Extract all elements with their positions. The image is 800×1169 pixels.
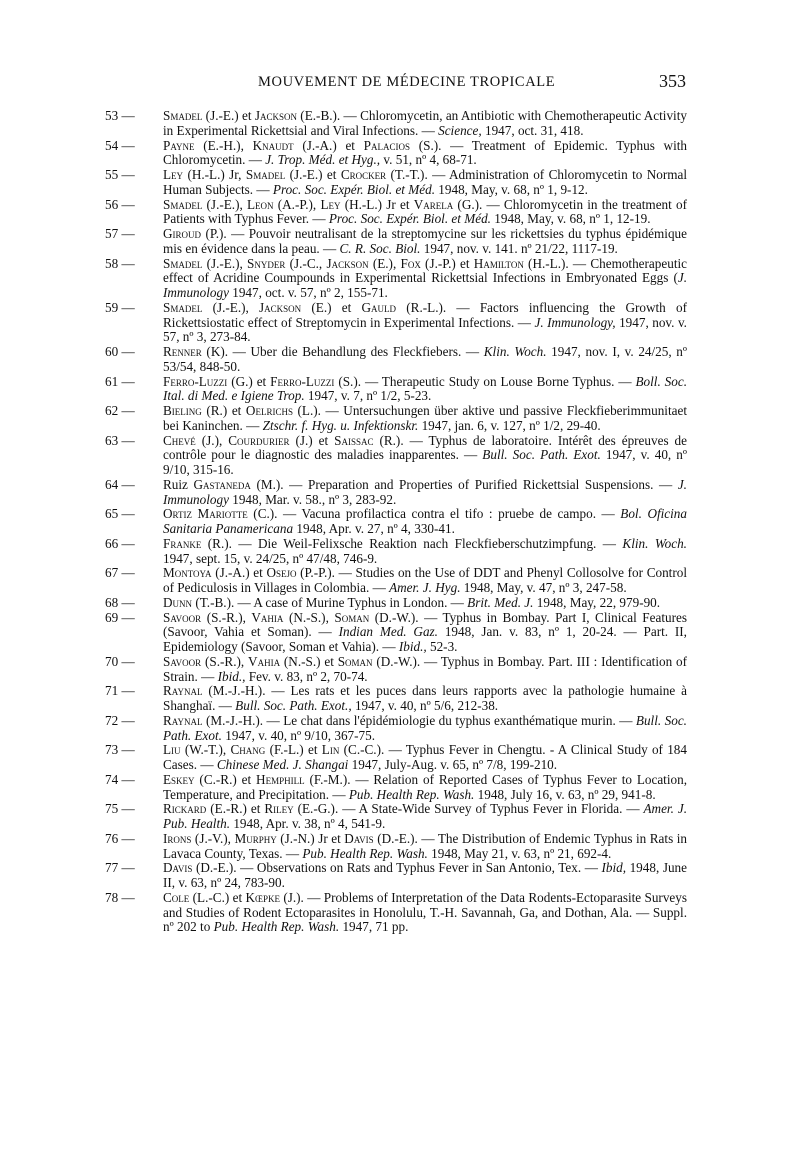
reference-text: (J.-N.) Jr et bbox=[276, 830, 345, 846]
reference-entry bbox=[105, 832, 687, 862]
reference-text: 52-3. bbox=[426, 639, 458, 654]
author-name: Giroud bbox=[163, 226, 202, 241]
author-name: Gastaneda bbox=[193, 476, 251, 492]
reference-text: (R.). — Typhus de laboratoire. Intérêt des épreuves de contrôle pour le diagnostic des maladies inapparentes. — bbox=[163, 432, 687, 463]
author-name: Savoor bbox=[163, 609, 202, 625]
reference-text: 1947, July-Aug. v. 65, nº 7/8, 199-210. bbox=[348, 757, 558, 772]
author-name: Saissac bbox=[334, 432, 374, 448]
reference-text: (J.-E.) et bbox=[285, 167, 341, 182]
reference-text: 1948, Jan. v. 83, nº 1, 20-24. — Part. II, Epidemiology (Savoor, Soman et Vahia). — bbox=[163, 624, 687, 654]
reference-text: v. 51, nº 4, 68-71. bbox=[380, 152, 477, 168]
reference-text: (L.). — Untersuchungen über aktive und passive Fleckfieberimmunitaet bei Kaninchen. — bbox=[163, 403, 687, 433]
author-name: Savoor bbox=[163, 653, 202, 669]
reference-number: 55 — bbox=[105, 167, 135, 182]
reference-text: Fev. v. 83, nº 2, 70-74. bbox=[245, 668, 368, 684]
author-name: Raynal bbox=[163, 683, 203, 699]
reference-text: (M.-J.-H.). — Le chat dans l'épidémiologie du typhus exanthématique murin. — bbox=[202, 712, 636, 728]
reference-text: (E.-H.), bbox=[194, 137, 253, 153]
reference-number: 58 — bbox=[105, 255, 135, 271]
reference-text: (G.). — Chloromycetin in the treatment of Patients with Typhus Fever. — bbox=[163, 196, 687, 227]
reference-entry bbox=[105, 714, 687, 744]
author-name: Varela bbox=[413, 196, 454, 212]
reference-entry bbox=[105, 257, 687, 301]
reference-text: 1947, nov. I, v. 24/25, nº 53/54, 848-50. bbox=[163, 344, 687, 374]
journal-title: Pub. Health Rep. Wash. bbox=[348, 786, 475, 802]
reference-entry bbox=[105, 168, 687, 198]
reference-text: (M.-J.-H.). — Les rats et les puces dans leurs rapports avec la pathologie humaine à Shanghaï. — bbox=[163, 683, 687, 713]
reference-number: 59 — bbox=[105, 299, 135, 315]
reference-number: 60 — bbox=[105, 344, 135, 359]
reference-entry bbox=[105, 773, 687, 803]
reference-text: (R.-L.). — Factors influencing the Growth of Rickettsiostatic effect of Streptomycin in Experimental Infections. — bbox=[163, 299, 687, 330]
journal-title: Ibid, bbox=[601, 860, 627, 876]
reference-text: (S.). — Therapeutic Study on Louse Borne Typhus. — bbox=[334, 373, 636, 389]
author-name: Snyder bbox=[247, 255, 286, 271]
reference-entry bbox=[105, 478, 687, 508]
reference-text: 1947, v. 40, nº 9/10, 367-75. bbox=[221, 727, 376, 743]
page-header bbox=[258, 71, 686, 94]
reference-number: 78 — bbox=[105, 889, 135, 905]
reference-text: (T.-T.). — Administration of Chloromycetin to Normal Human Subjects. — bbox=[163, 167, 687, 197]
reference-text: 1947, nov. v. 57, nº 3, 273-84. bbox=[163, 314, 687, 345]
reference-number: 67 — bbox=[105, 565, 135, 581]
reference-text: (J.-A.) et bbox=[211, 565, 267, 581]
journal-title: Amer. J. Pub. Health. bbox=[163, 801, 687, 831]
author-name: Fox bbox=[400, 255, 421, 271]
reference-number: 71 — bbox=[105, 683, 135, 699]
reference-text: 1947, oct. v. 57, nº 2, 155-71. bbox=[228, 285, 388, 300]
journal-title: Bull. Soc. Path. Exot., bbox=[235, 698, 352, 713]
reference-text: 1948, Apr. v. 38, nº 4, 541-9. bbox=[230, 816, 386, 831]
reference-number: 77 — bbox=[105, 860, 135, 876]
reference-text: 1948, May, 22, 979-90. bbox=[533, 594, 661, 610]
author-name: Ley bbox=[320, 196, 341, 212]
reference-list bbox=[105, 109, 687, 935]
reference-text: (P.). — Pouvoir neutralisant de la streptomycine sur les rickettsies du typhus épidémique mis en évidence dans la peau. — bbox=[163, 226, 687, 256]
journal-title: Bull. Soc. Path. Exot. bbox=[482, 447, 601, 463]
reference-text: (S.-R.), bbox=[201, 609, 252, 625]
reference-text: 1948, Apr. v. 27, nº 4, 330-41. bbox=[293, 521, 455, 536]
author-name: Crocker bbox=[340, 167, 387, 182]
reference-entry bbox=[105, 434, 687, 478]
reference-text: (S.). — Treatment of Epidemic. Typhus with Chloromycetin. — bbox=[163, 137, 687, 168]
reference-text: (E.), bbox=[368, 255, 401, 271]
reference-text: (J.), bbox=[195, 432, 229, 448]
reference-number: 53 — bbox=[105, 108, 135, 123]
reference-number: 73 — bbox=[105, 742, 135, 758]
journal-title: Ibid., bbox=[217, 668, 246, 684]
author-name: Eskey bbox=[163, 771, 195, 787]
journal-title: J. Immunology, bbox=[534, 314, 616, 330]
reference-text: (C.-C.). — Typhus Fever in Chengtu. - A Clinical Study of 184 Cases. — bbox=[163, 742, 687, 772]
reference-text: (F.-L.) et bbox=[265, 742, 322, 758]
reference-text: (E.-B.). — Chloromycetin, an Antibiotic with Chemotherapeutic Activity in Experimental Rickettsial and Viral Infections. — bbox=[163, 108, 687, 138]
author-name: Montoya bbox=[163, 565, 212, 581]
reference-text: 1947, nov. v. 141. nº 21/22, 1117-19. bbox=[420, 240, 618, 256]
reference-text: 1947, v. 7, nº 1/2, 5-23. bbox=[304, 388, 432, 404]
reference-entry bbox=[105, 345, 687, 375]
author-name: Raynal bbox=[163, 712, 203, 728]
journal-title: Pub. Health Rep. Wash. bbox=[213, 919, 340, 935]
author-name: Vahia bbox=[251, 609, 284, 625]
reference-text: 1947, v. 40, nº 5/6, 212-38. bbox=[351, 698, 499, 713]
reference-entry bbox=[105, 227, 687, 257]
author-name: Soman bbox=[334, 609, 370, 625]
journal-title: Klin. Woch. bbox=[622, 535, 687, 551]
journal-title: Proc. Soc. Expér. Biol. et Méd. bbox=[272, 181, 435, 197]
reference-entry bbox=[105, 743, 687, 773]
journal-title: Ibid., bbox=[398, 639, 427, 654]
author-name: Payne bbox=[163, 137, 195, 153]
reference-text: (J.-E.), bbox=[202, 255, 248, 271]
reference-text: 1947, oct. 31, 418. bbox=[481, 122, 584, 138]
author-name: Hamilton bbox=[473, 255, 524, 271]
author-name: Knaudt bbox=[252, 137, 294, 153]
reference-text: (J.-P.) et bbox=[420, 255, 474, 271]
author-name: Gauld bbox=[361, 299, 397, 315]
reference-entry bbox=[105, 198, 687, 228]
reference-number: 68 — bbox=[105, 594, 135, 610]
journal-title: J. Trop. Méd. et Hyg., bbox=[265, 152, 381, 168]
reference-text: 1947, jan. 6, v. 127, nº 1/2, 29-40. bbox=[418, 417, 601, 433]
reference-text: (G.) et bbox=[227, 373, 271, 389]
author-name: Bieling bbox=[163, 403, 202, 418]
author-name: Irons bbox=[163, 830, 192, 846]
reference-text: 1948, Mar. v. 58., nº 3, 283-92. bbox=[228, 491, 397, 507]
reference-text: (C.). — Vacuna profilactica contra el tifo : pruebe de campo. — bbox=[247, 506, 621, 522]
reference-text: (P.-P.). — Studies on the Use of DDT and Phenyl Collosolve for Control of Pediculosis in Villages in Colombia. — bbox=[163, 565, 687, 595]
reference-number: 64 — bbox=[105, 476, 135, 492]
reference-text: (D.-E.). — The Distribution of Endemic Typhus in Rats in Lavaca County, Texas. — bbox=[163, 830, 687, 861]
author-name: Smadel bbox=[163, 196, 203, 212]
page-number: 353 bbox=[659, 71, 686, 91]
reference-text: 1948, May, v. 47, nº 3, 247-58. bbox=[460, 580, 627, 595]
reference-number: 56 — bbox=[105, 196, 135, 212]
journal-title: J. Immunology bbox=[163, 270, 687, 300]
reference-text: (J.-E.), bbox=[202, 299, 260, 315]
reference-text: (J.-C., bbox=[285, 255, 327, 271]
reference-text: (E.-G.). — A State-Wide Survey of Typhus Fever in Florida. — bbox=[293, 801, 644, 817]
reference-text: (H.-L.) Jr et bbox=[340, 196, 414, 212]
reference-number: 72 — bbox=[105, 712, 135, 728]
reference-entry bbox=[105, 611, 687, 655]
reference-text: (J.-V.), bbox=[191, 830, 235, 846]
reference-text: 1947, 71 pp. bbox=[339, 919, 409, 935]
reference-text: (E.-R.) et bbox=[206, 801, 265, 817]
reference-entry bbox=[105, 404, 687, 434]
reference-number: 75 — bbox=[105, 801, 135, 817]
journal-title: Brit. Med. J. bbox=[467, 594, 534, 610]
reference-number: 66 — bbox=[105, 535, 135, 551]
author-name: Rickard bbox=[163, 801, 207, 817]
reference-text: (J.). — Problems of Interpretation of the Data Rodents-Ectoparasite Surveys and Studies of Rodent Ectoparasites in Honolulu, T.-H. Savannah, Ga, and Dothan, Ala. — Suppl. nº 202 to bbox=[163, 889, 687, 935]
author-name: Vahia bbox=[248, 653, 281, 669]
reference-entry bbox=[105, 891, 687, 935]
reference-number: 63 — bbox=[105, 432, 135, 448]
reference-entry bbox=[105, 655, 687, 685]
author-name: Hemphill bbox=[256, 771, 305, 787]
reference-number: 74 — bbox=[105, 771, 135, 787]
reference-text: 1948, May, v. 68, nº 1, 9-12. bbox=[435, 181, 588, 197]
journal-title: Bol. Oficina Sanitaria Panamericana bbox=[163, 506, 687, 536]
reference-text: (D.-E.). — Observations on Rats and Typhus Fever in San Antonio, Tex. — bbox=[192, 860, 602, 876]
journal-title: Chinese Med. J. Shangai bbox=[216, 757, 349, 772]
author-name: Palacios bbox=[363, 137, 411, 153]
author-name: Smadel bbox=[163, 108, 203, 123]
reference-entry bbox=[105, 802, 687, 832]
running-title: MOUVEMENT DE MÉDECINE TROPICALE bbox=[258, 74, 556, 90]
reference-entry bbox=[105, 375, 687, 405]
reference-entry bbox=[105, 861, 687, 891]
reference-entry bbox=[105, 109, 687, 139]
reference-number: 76 — bbox=[105, 830, 135, 846]
reference-text: (A.-P.), bbox=[273, 196, 321, 212]
journal-title: Amer. J. Hyg. bbox=[389, 580, 461, 595]
author-name: Leon bbox=[247, 196, 274, 212]
reference-text: (J.-A.) et bbox=[293, 137, 364, 153]
reference-text: (C.-R.) et bbox=[194, 771, 257, 787]
reference-text: (L.-C.) et bbox=[189, 889, 246, 905]
author-name: Renner bbox=[163, 344, 202, 359]
reference-text: (J.-E.) et bbox=[202, 108, 255, 123]
author-name: Courdurier bbox=[228, 432, 290, 448]
reference-text: (J.) et bbox=[289, 432, 335, 448]
author-name: Smadel bbox=[163, 255, 203, 271]
author-name: Lin bbox=[321, 742, 340, 758]
reference-text: (J.-E.), bbox=[202, 196, 247, 212]
journal-title: J. Immunology bbox=[163, 476, 687, 507]
journal-title: Bull. Soc. Path. Exot. bbox=[163, 712, 687, 743]
reference-entry bbox=[105, 566, 687, 596]
journal-title: Ztschr. f. Hyg. u. Infektionskr. bbox=[262, 417, 419, 433]
reference-text: (T.-B.). — A case of Murine Typhus in London. — bbox=[192, 594, 468, 610]
author-name: Osejo bbox=[266, 565, 297, 581]
reference-number: 54 — bbox=[105, 137, 135, 153]
author-name: Cole bbox=[163, 889, 190, 905]
reference-text: 1948, May 21, v. 63, nº 21, 692-4. bbox=[427, 845, 612, 861]
journal-title: Klin. Woch. bbox=[483, 344, 547, 359]
reference-number: 65 — bbox=[105, 506, 135, 522]
author-name: Smadel bbox=[163, 299, 203, 315]
reference-entry bbox=[105, 684, 687, 714]
reference-text: 1948, June II, v. 63, nº 24, 783-90. bbox=[163, 860, 687, 890]
reference-text: (H.-L.). — Chemotherapeutic effect of Acridine Coumpounds in Experimental Rickettsial Infections in Embryonated Eggs ( bbox=[163, 255, 687, 286]
reference-text: (W.-T.), bbox=[180, 742, 231, 758]
author-name: Ferro-Luzzi bbox=[163, 373, 228, 389]
reference-text: (F.-M.). — Relation of Reported Cases of Typhus Fever to Location, Temperature, and Precipitation. — bbox=[163, 771, 687, 802]
author-name: Jackson bbox=[326, 255, 369, 271]
author-name: Chevé bbox=[163, 432, 196, 448]
journal-title: C. R. Soc. Biol. bbox=[339, 240, 421, 256]
author-name: Soman bbox=[337, 653, 373, 669]
author-name: Ley bbox=[163, 167, 184, 182]
reference-number: 69 — bbox=[105, 609, 135, 625]
reference-text: (D.-W.). — Typhus in Bombay. Part I, Clinical Features (Savoor, Vahia et Soman). — bbox=[163, 609, 687, 640]
reference-text: (R.) et bbox=[201, 403, 246, 418]
reference-text: 1948, July 16, v. 63, nº 29, 941-8. bbox=[474, 786, 656, 802]
reference-text: (D.-W.). — Typhus in Bombay. Part. III : Identification of Strain. — bbox=[163, 653, 687, 684]
author-name: Franke bbox=[163, 535, 202, 551]
journal-title: Pub. Health Rep. Wash. bbox=[302, 845, 428, 861]
author-name: Smadel bbox=[245, 167, 286, 182]
journal-title: Indian Med. Gaz. bbox=[338, 624, 438, 640]
author-name: Jackson bbox=[259, 299, 302, 315]
reference-text: (N.-S.) et bbox=[280, 653, 338, 669]
reference-entry bbox=[105, 139, 687, 169]
author-name: Riley bbox=[264, 801, 294, 817]
author-name: Kœpke bbox=[245, 889, 280, 905]
author-name: Chang bbox=[230, 742, 266, 758]
reference-entry bbox=[105, 301, 687, 345]
journal-title: Boll. Soc. Ital. di Med. e Igiene Trop. bbox=[163, 373, 687, 404]
reference-entry bbox=[105, 537, 687, 567]
reference-text: 1947, v. 40, nº 9/10, 315-16. bbox=[163, 447, 687, 477]
reference-text: (R.). — Die Weil-Felixsche Reaktion nach Fleckfieberschutzimpfung. — bbox=[201, 535, 623, 551]
author-name: Davis bbox=[163, 860, 193, 876]
author-name: Liu bbox=[163, 742, 181, 758]
author-name: Dunn bbox=[163, 594, 193, 610]
reference-number: 62 — bbox=[105, 403, 135, 418]
reference-number: 57 — bbox=[105, 226, 135, 241]
reference-text: 1948, May, v. 68, nº 1, 12-19. bbox=[490, 211, 651, 227]
reference-text: (M.). — Preparation and Properties of Purified Rickettsial Suspensions. — bbox=[250, 476, 678, 492]
journal-title: Science, bbox=[438, 122, 482, 138]
reference-text: 1947, sept. 15, v. 24/25, nº 47/48, 746-9. bbox=[163, 550, 378, 566]
reference-entry bbox=[105, 596, 687, 611]
reference-text: (E.) et bbox=[301, 299, 362, 315]
author-name: Davis bbox=[344, 830, 374, 846]
author-name: Oelrichs bbox=[245, 403, 293, 418]
author-name: Jackson bbox=[254, 108, 297, 123]
reference-number: 61 — bbox=[105, 373, 135, 389]
reference-text: (H.-L.) Jr, bbox=[183, 167, 246, 182]
reference-text: (K). — Uber die Behandlung des Fleckfiebers. — bbox=[201, 344, 484, 359]
reference-text: Ruiz bbox=[163, 476, 194, 492]
author-name: Ortiz Mariotte bbox=[163, 506, 248, 522]
author-name: Murphy bbox=[234, 830, 277, 846]
reference-text: (S.-R.), bbox=[201, 653, 249, 669]
reference-text: (N.-S.), bbox=[283, 609, 335, 625]
journal-title: Proc. Soc. Expér. Biol. et Méd. bbox=[328, 211, 491, 227]
reference-entry bbox=[105, 507, 687, 537]
reference-number: 70 — bbox=[105, 653, 135, 669]
author-name: Ferro-Luzzi bbox=[270, 373, 335, 389]
